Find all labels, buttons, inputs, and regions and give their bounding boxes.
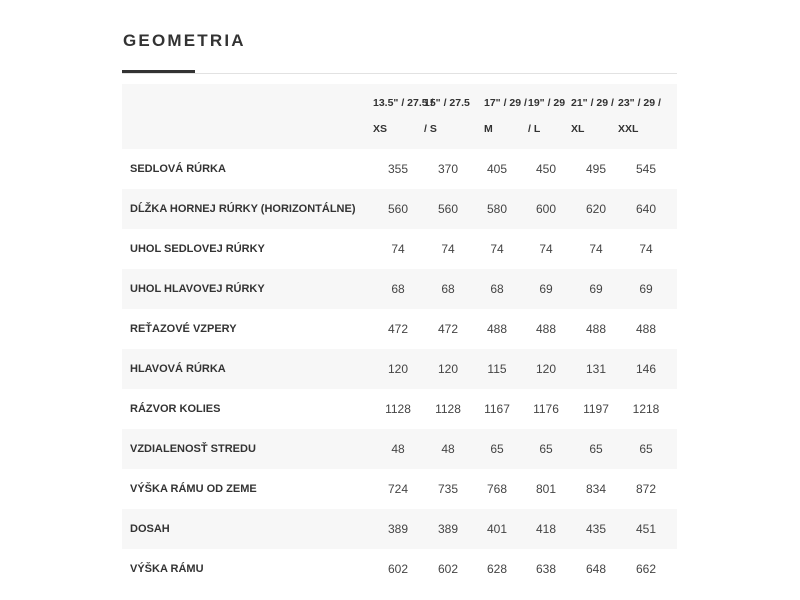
table-cell: 545 xyxy=(635,162,657,176)
row-label: UHOL SEDLOVEJ RÚRKY xyxy=(130,243,265,255)
row-label: VÝŠKA RÁMU xyxy=(130,563,204,575)
row-label: VZDIALENOSŤ STREDU xyxy=(130,443,256,455)
size-column-frame: 23" / 29 / xyxy=(618,97,661,109)
table-cell: 768 xyxy=(486,482,508,496)
size-column-label: M xyxy=(484,123,493,135)
table-cell: 74 xyxy=(589,242,603,256)
table-header-row xyxy=(122,84,677,149)
table-cell: 801 xyxy=(535,482,557,496)
table-cell: 450 xyxy=(535,162,557,176)
table-cell: 74 xyxy=(539,242,553,256)
size-column-label: XL xyxy=(571,123,585,135)
table-cell: 602 xyxy=(437,562,459,576)
table-cell: 488 xyxy=(585,322,607,336)
table-cell: 488 xyxy=(486,322,508,336)
table-cell: 389 xyxy=(387,522,409,536)
table-cell: 620 xyxy=(585,202,607,216)
table-cell: 435 xyxy=(585,522,607,536)
table-cell: 65 xyxy=(639,442,653,456)
table-cell: 1197 xyxy=(583,402,609,416)
table-cell: 662 xyxy=(635,562,657,576)
page-title: GEOMETRIA xyxy=(123,31,246,50)
size-column-frame: 19" / 29 xyxy=(528,97,566,109)
table-cell: 131 xyxy=(585,362,607,376)
table-cell: 1218 xyxy=(632,402,660,416)
row-label: VÝŠKA RÁMU OD ZEME xyxy=(130,483,257,495)
table-cell: 1128 xyxy=(435,402,461,416)
table-row xyxy=(122,189,677,229)
table-cell: 418 xyxy=(535,522,557,536)
table-cell: 1176 xyxy=(533,402,559,416)
table-cell: 74 xyxy=(490,242,504,256)
table-cell: 370 xyxy=(437,162,459,176)
table-cell: 68 xyxy=(490,282,504,296)
table-cell: 405 xyxy=(486,162,508,176)
table-cell: 74 xyxy=(441,242,455,256)
table-cell: 68 xyxy=(441,282,455,296)
row-label: DĹŽKA HORNEJ RÚRKY (HORIZONTÁLNE) xyxy=(130,203,356,215)
table-cell: 735 xyxy=(437,482,459,496)
table-cell: 472 xyxy=(387,322,409,336)
table-row xyxy=(122,349,677,389)
table-cell: 74 xyxy=(639,242,653,256)
row-label: DOSAH xyxy=(130,523,170,535)
table-cell: 146 xyxy=(635,362,657,376)
table-cell: 120 xyxy=(437,362,459,376)
size-column-frame: 13.5" / 27.5 / xyxy=(373,97,434,109)
size-column-label: XS xyxy=(373,123,388,135)
table-cell: 389 xyxy=(437,522,459,536)
table-cell: 74 xyxy=(391,242,405,256)
size-column-frame: 15" / 27.5 xyxy=(424,97,470,109)
table-cell: 628 xyxy=(486,562,508,576)
table-row xyxy=(122,269,677,309)
table-cell: 1167 xyxy=(484,402,510,416)
table-cell: 1128 xyxy=(385,402,411,416)
table-cell: 65 xyxy=(490,442,504,456)
size-column-label: / S xyxy=(424,123,437,135)
table-cell: 120 xyxy=(387,362,409,376)
title-divider xyxy=(122,73,677,74)
row-label: RÁZVOR KOLIES xyxy=(130,403,221,415)
size-column-frame: 21" / 29 / xyxy=(571,97,614,109)
table-row xyxy=(122,549,677,589)
table-cell: 355 xyxy=(387,162,409,176)
table-cell: 65 xyxy=(539,442,553,456)
table-cell: 560 xyxy=(387,202,409,216)
table-cell: 488 xyxy=(635,322,657,336)
size-column-label: XXL xyxy=(618,123,639,135)
table-cell: 638 xyxy=(535,562,557,576)
table-row xyxy=(122,389,677,429)
table-cell: 115 xyxy=(487,362,507,376)
table-row xyxy=(122,429,677,469)
table-row xyxy=(122,469,677,509)
table-cell: 600 xyxy=(535,202,557,216)
table-cell: 872 xyxy=(635,482,657,496)
table-cell: 488 xyxy=(535,322,557,336)
table-cell: 495 xyxy=(585,162,607,176)
table-row xyxy=(122,309,677,349)
size-column-label: / L xyxy=(528,123,541,135)
table-cell: 68 xyxy=(391,282,405,296)
table-cell: 834 xyxy=(585,482,607,496)
table-cell: 48 xyxy=(441,442,455,456)
table-cell: 602 xyxy=(387,562,409,576)
row-label: SEDLOVÁ RÚRKA xyxy=(130,163,226,175)
table-cell: 560 xyxy=(437,202,459,216)
table-cell: 69 xyxy=(639,282,653,296)
table-cell: 48 xyxy=(391,442,405,456)
row-label: REŤAZOVÉ VZPERY xyxy=(130,323,237,335)
table-cell: 401 xyxy=(486,522,508,536)
table-cell: 580 xyxy=(486,202,508,216)
table-cell: 724 xyxy=(387,482,409,496)
row-label: UHOL HLAVOVEJ RÚRKY xyxy=(130,283,265,295)
table-row xyxy=(122,149,677,189)
table-cell: 120 xyxy=(535,362,557,376)
table-cell: 640 xyxy=(635,202,657,216)
table-cell: 472 xyxy=(437,322,459,336)
table-cell: 648 xyxy=(585,562,607,576)
table-row xyxy=(122,229,677,269)
table-row xyxy=(122,509,677,549)
size-column-frame: 17" / 29 / xyxy=(484,97,527,109)
row-label: HLAVOVÁ RÚRKA xyxy=(130,363,226,375)
table-cell: 65 xyxy=(589,442,603,456)
table-cell: 451 xyxy=(635,522,657,536)
geometry-table xyxy=(122,84,677,589)
table-cell: 69 xyxy=(539,282,553,296)
table-cell: 69 xyxy=(589,282,603,296)
